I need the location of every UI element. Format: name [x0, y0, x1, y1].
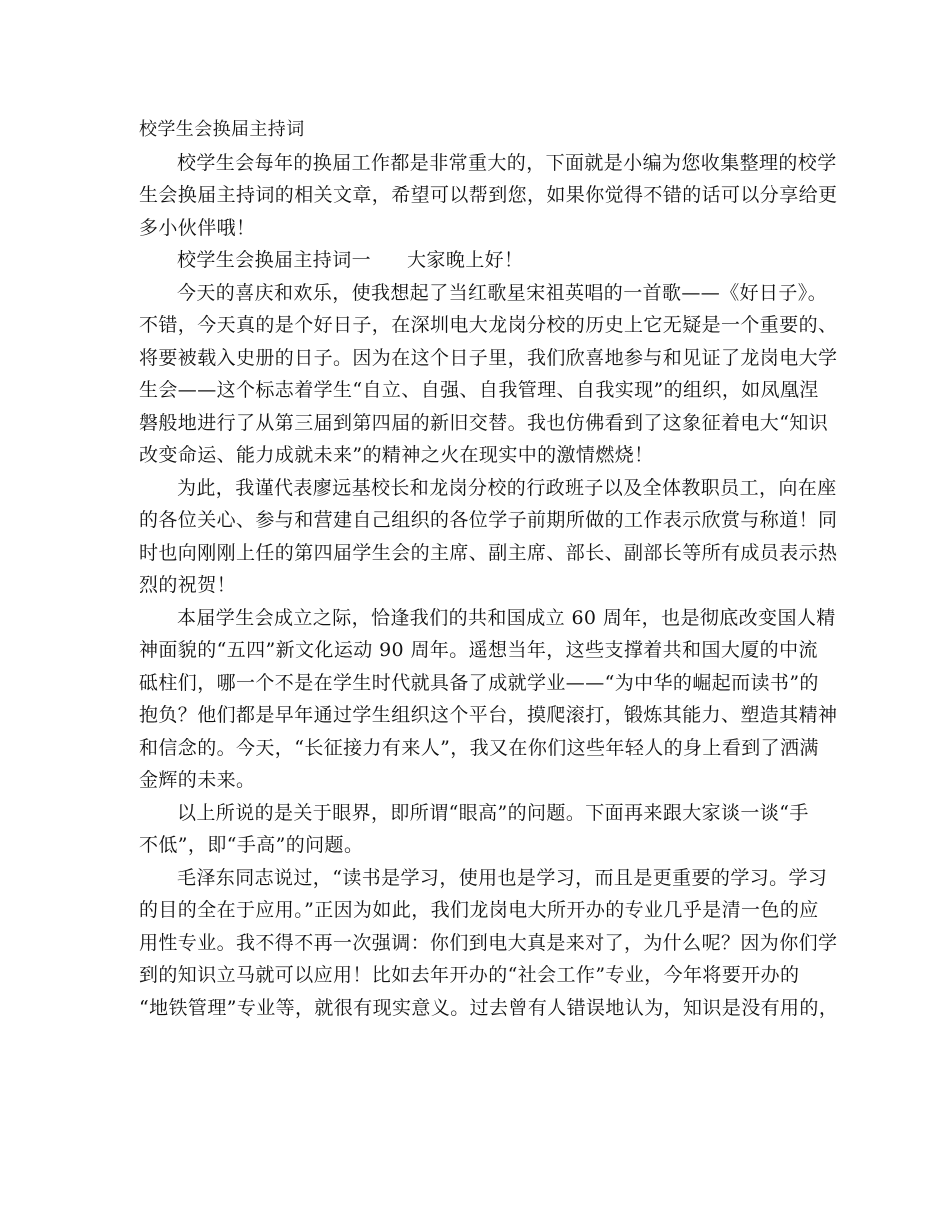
text-line-content: 改变命运、能力成就未来”的精神之火在现实中的激情燃烧！ [139, 444, 654, 466]
text-line [139, 472, 837, 505]
text-line-content: 到的知识立马就可以应用！比如去年开办的“社会工作”专业，今年将要开办的 [139, 964, 800, 986]
text-line [139, 407, 829, 440]
text-line [139, 569, 821, 602]
text-line-content: 本届学生会成立之际，恰逢我们的共和国成立 60 周年，也是彻底改变国人精 [177, 606, 836, 629]
text-line [139, 277, 828, 310]
text-line-content: 将要被载入史册的日子。因为在这个日子里，我们欣喜地参与和见证了龙岗电大学 [139, 346, 838, 369]
text-line-content: 今天的喜庆和欢乐，使我想起了当红歌星宋祖英唱的一首歌——《好日子》。 [177, 281, 828, 304]
text-line-content: 和信念的。今天，“长征接力有来人”，我又在你们这些年轻人的身上看到了洒满 [139, 736, 819, 759]
document-body [139, 114, 839, 1024]
text-line-content: 磐般地进行了从第三届到第四届的新旧交替。我也仿佛看到了这象征着电大“知识 [139, 411, 829, 434]
text-line [139, 959, 821, 992]
text-line-trail: 大家晚上好！ [407, 249, 524, 271]
text-line [139, 504, 838, 537]
document-paragraphs [139, 147, 839, 1025]
text-line [139, 634, 821, 667]
text-line [139, 212, 821, 245]
text-line-content: 生会——这个标志着学生“自立、自强、自我管理、自我实现”的组织，如凤凰涅 [139, 379, 819, 401]
text-line-content: 的各位关心、参与和营建自己组织的各位学子前期所做的工作表示欣赏与称道！同 [139, 509, 838, 531]
text-line [139, 667, 821, 700]
text-line [139, 862, 828, 895]
document-title: 校学生会换届主持词 [139, 119, 305, 140]
text-line [139, 927, 838, 960]
text-line [139, 732, 821, 765]
text-line [139, 829, 821, 862]
text-line-content: 用性专业。我不得不再一次强调：你们到电大真是来对了，为什么呢？因为你们学 [139, 931, 838, 954]
text-line [139, 602, 836, 635]
text-line-content: “地铁管理”专业等，就很有现实意义。过去曾有人错误地认为，知识是没有用的， [139, 996, 839, 1019]
text-line-content: 不错，今天真的是个好日子，在深圳电大龙岗分校的历史上它无疑是一个重要的、 [139, 314, 838, 336]
text-line-content: 不低”，即“手高”的问题。 [139, 834, 364, 856]
text-line-content: 毛泽东同志说过，“读书是学习，使用也是学习，而且是更重要的学习。学习 [177, 866, 828, 889]
text-line-content: 烈的祝贺！ [139, 574, 237, 596]
text-line [139, 342, 838, 375]
text-line-content: 金辉的未来。 [139, 769, 256, 791]
text-line-content: 的目的全在于应用。”正因为如此，我们龙岗电大所开办的专业几乎是清一色的应 [139, 899, 819, 921]
text-line [139, 179, 838, 212]
text-line [139, 797, 821, 830]
text-line [139, 992, 839, 1025]
text-line-content: 校学生会换届主持词一 [177, 249, 372, 271]
text-line-content: 生会换届主持词的相关文章，希望可以帮到您，如果你觉得不错的话可以分享给更 [139, 184, 838, 206]
text-line [139, 699, 838, 732]
text-line-content: 多小伙伴哦！ [139, 216, 256, 239]
text-line-content: 以上所说的是关于眼界，即所谓“眼高”的问题。下面再来跟大家谈一谈“手 [177, 801, 809, 824]
text-line [139, 537, 838, 570]
text-line-content: 抱负？他们都是早年通过学生组织这个平台，摸爬滚打，锻炼其能力、塑造其精神 [139, 704, 838, 726]
text-line-content: 为此，我谨代表廖远基校长和龙岗分校的行政班子以及全体教职员工，向在座 [177, 476, 837, 499]
text-line [139, 439, 821, 472]
text-line-content: 校学生会每年的换届工作都是非常重大的，下面就是小编为您收集整理的校学 [177, 151, 837, 174]
text-line [139, 309, 838, 342]
text-line [139, 374, 821, 407]
text-line [139, 764, 821, 797]
text-line [139, 244, 821, 277]
text-line-content: 砥柱们，哪一个不是在学生时代就具备了成就学业——“为中华的崛起而读书”的 [139, 671, 819, 694]
text-line-content: 时也向刚刚上任的第四届学生会的主席、副主席、部长、副部长等所有成员表示热 [139, 541, 838, 564]
text-line [139, 147, 837, 180]
text-line-content: 神面貌的“五四”新文化运动 90 周年。遥想当年，这些支撑着共和国大厦的中流 [139, 639, 818, 661]
text-line [139, 894, 821, 927]
